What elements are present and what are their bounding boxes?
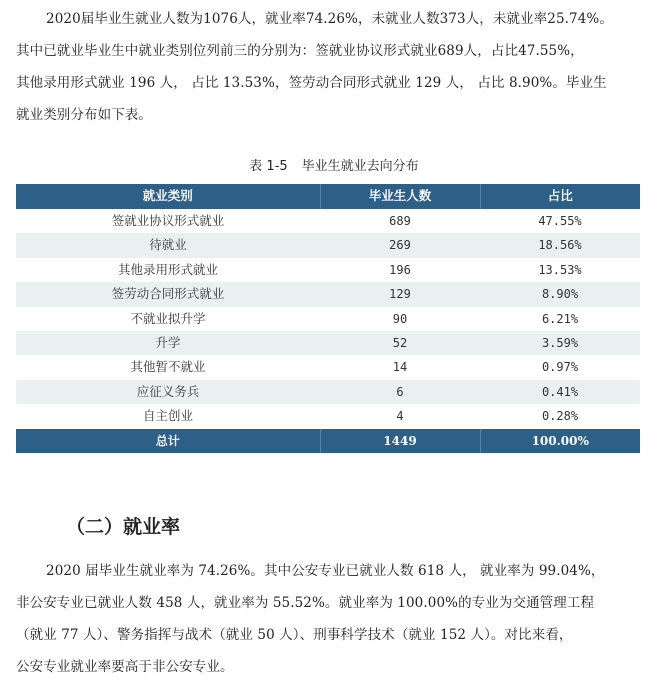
cell-count: 52 [320, 331, 480, 355]
table-row [16, 209, 640, 233]
table-caption-number: 表 1-5 [249, 159, 288, 174]
intro-line-4: 就业类别分布如下表。 [16, 107, 152, 123]
column-header-count: 毕业生人数 [320, 184, 480, 209]
intro-line-1: 2020届毕业生就业人数为1076人，就业率74.26%，未就业人数373人，未就业率25.74%。 [46, 11, 613, 27]
table-header-row [16, 184, 640, 209]
table-row [16, 404, 640, 428]
cell-share: 0.97% [541, 360, 579, 375]
cell-count: 196 [389, 262, 411, 277]
cell-category: 其他录用形式就业 [117, 261, 218, 277]
cell-category: 升学 [16, 331, 320, 355]
cell-count: 269 [320, 233, 480, 257]
cell-share: 47.55% [538, 214, 582, 228]
cell-category: 待就业 [16, 233, 320, 257]
column-header-share: 占比 [480, 184, 640, 209]
table-row [16, 355, 640, 379]
table-row [16, 380, 640, 404]
cell-count: 129 [320, 282, 480, 306]
intro-paragraph [16, 3, 644, 131]
intro-line-2: 其中已就业毕业生中就业类别位列前三的分别为：签就业协议形式就业689人，占比47.55%， [16, 43, 584, 59]
cell-count: 689 [389, 214, 411, 228]
cell-category: 应征义务兵 [16, 380, 320, 404]
table-row [16, 282, 640, 306]
table-row [16, 258, 640, 282]
table-row [16, 233, 640, 257]
rate-line-1: 2020 届毕业生就业率为 74.26%。其中公安专业已就业人数 618 人， 就业率为 99.04%， [46, 563, 605, 579]
table-row [16, 307, 640, 331]
intro-line-3: 其他录用形式就业 196 人， 占比 13.53%，签劳动合同形式就业 129 人， 占比 8.90%。毕业生 [16, 75, 607, 91]
column-header-category: 就业类别 [16, 184, 320, 209]
table-row [16, 331, 640, 355]
section-heading-employment-rate: （二）就业率 [66, 516, 181, 538]
rate-line-3: （就业 77 人）、警务指挥与战术（就业 50 人）、刑事科学技术（就业 152 人）。对比来看， [16, 627, 573, 643]
cell-category: 不就业拟升学 [130, 310, 206, 326]
employment-rate-paragraph [16, 555, 644, 683]
cell-category: 签劳动合同形式就业 [16, 282, 320, 306]
cell-count: 14 [392, 360, 408, 375]
cell-share: 0.41% [480, 380, 640, 404]
cell-share: 3.59% [480, 331, 640, 355]
cell-share: 13.53% [538, 262, 582, 277]
rate-line-2: 非公安专业已就业人数 458 人，就业率为 55.52%。就业率为 100.00%的专业为交通管理工程 [16, 595, 595, 611]
total-label: 总计 [16, 429, 320, 453]
rate-line-4: 公安专业就业率要高于非公安专业。 [16, 659, 234, 675]
cell-count: 90 [392, 311, 408, 326]
cell-category: 自主创业 [142, 408, 193, 424]
table-caption [0, 155, 668, 174]
cell-share: 8.90% [480, 282, 640, 306]
cell-category: 其他暂不就业 [130, 359, 206, 375]
employment-distribution-table [16, 184, 640, 453]
table-caption-title: 毕业生就业去向分布 [301, 159, 419, 174]
table-total-row [16, 429, 640, 453]
total-count: 1449 [320, 429, 480, 453]
cell-count: 4 [396, 409, 404, 424]
cell-share: 18.56% [480, 233, 640, 257]
cell-category: 签就业协议形式就业 [111, 213, 225, 228]
cell-share: 0.28% [541, 409, 579, 424]
cell-share: 6.21% [541, 311, 579, 326]
total-share: 100.00% [480, 429, 640, 453]
cell-count: 6 [320, 380, 480, 404]
